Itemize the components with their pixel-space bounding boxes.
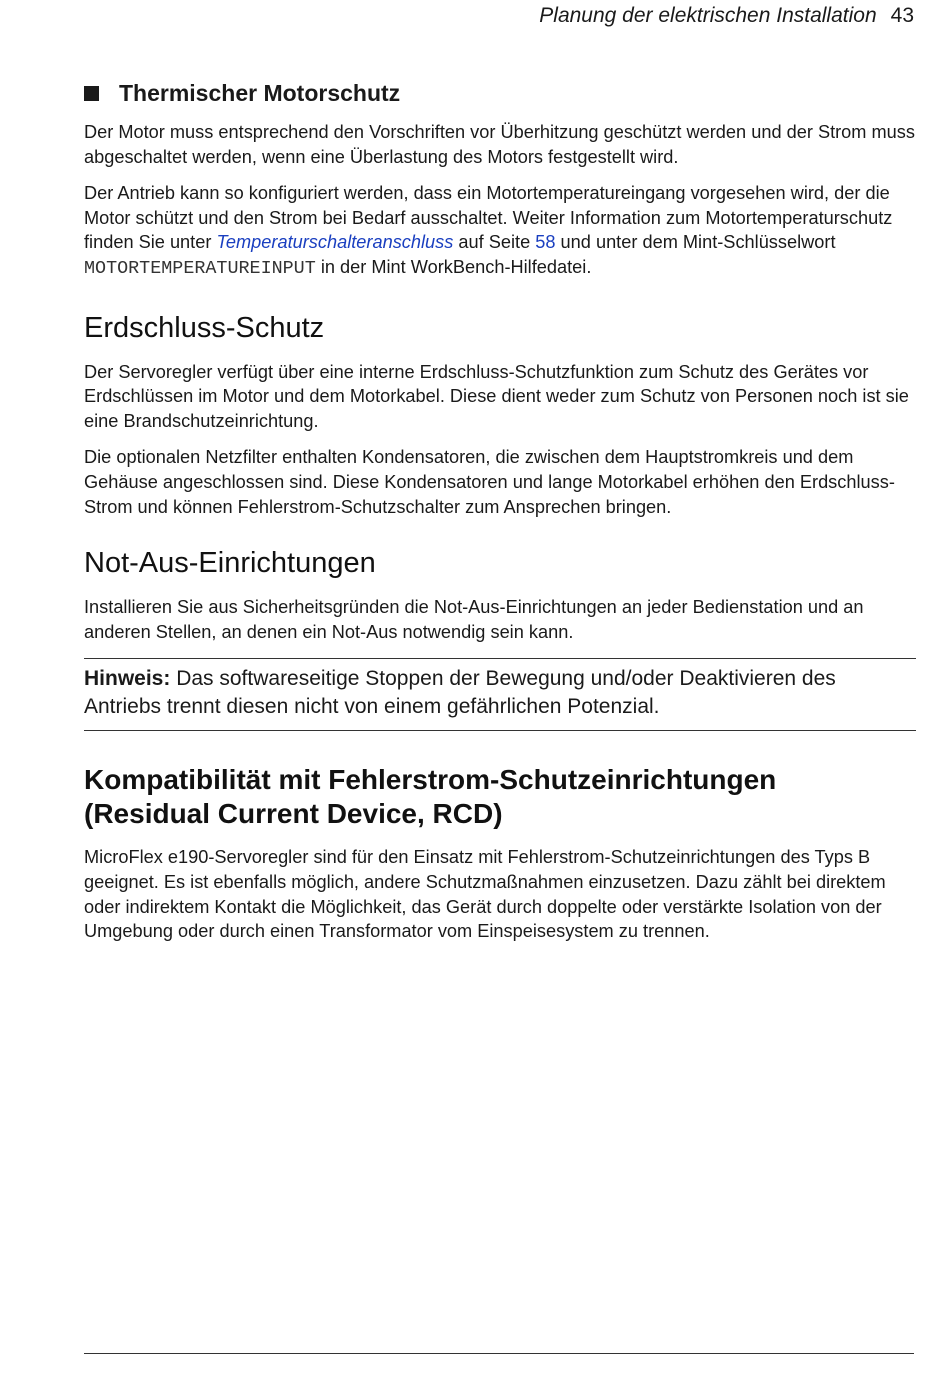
square-bullet-icon [84,86,99,101]
ground-fault-heading: Erdschluss-Schutz [84,311,325,344]
motor-protection-heading [84,78,916,108]
motor-protection-title: Thermischer Motorschutz [119,80,401,106]
note-text: Das softwareseitige Stoppen der Bewegung und/oder Deaktivieren des Antriebs trennt diesen nicht von einem gefährlichen Potenzial. [84,667,836,719]
rcd-heading-line-1: Kompatibilität mit Fehlerstrom-Schutzeinrichtungen [84,764,777,796]
note-label: Hinweis: [84,667,171,691]
page-reference-link[interactable]: 58 [535,232,556,253]
motor-protection-paragraph-2 [84,181,916,281]
motor-protection-paragraph-1: Der Motor muss entsprechend den Vorschriften vor Überhitzung geschützt werden und der Strom muss abgeschaltet werden, wenn eine Überlastung des Motors festgestellt wird. [84,122,915,167]
note-box [84,658,916,731]
page-content [84,78,916,956]
paragraph-text: und unter dem Mint-Schlüsselwort [555,232,836,253]
rcd-paragraph: MicroFlex e190-Servoregler sind für den Einsatz mit Fehlerstrom-Schutzeinrichtungen des Typs B geeignet. Es ist ebenfalls möglich, andere Schutzmaßnahmen einzusetzen. Dazu zählt bei direktem oder indirektem Kontakt die Möglichkeit, das Gerät durch doppelte oder verstärkte Isolation von der Umgebung oder durch einen Transformator vom Einspeisesystem zu trennen. [84,847,886,942]
paragraph-text: Der Antrieb kann so konfiguriert werden, dass ein Motortemperatureingang vorgesehen wird, der die Motor schützt und den Strom bei Bedarf ausschaltet. Weiter Information zum Motortemperaturschutz finden Sie unter [84,183,893,253]
page-number: 43 [890,4,914,27]
emergency-stop-paragraph: Installieren Sie aus Sicherheitsgründen die Not-Aus-Einrichtungen an jeder Bedienstation und an anderen Stellen, an denen ein Not-Aus notwendig sein kann. [84,597,864,642]
rcd-heading-line-2: (Residual Current Device, RCD) [84,798,503,830]
header-title: Planung der elektrischen Installation [539,4,877,27]
ground-fault-paragraph-2: Die optionalen Netzfilter enthalten Kondensatoren, die zwischen dem Hauptstromkreis und dem Gehäuse angeschlossen sind. Diese Kondensatoren und lange Motorkabel erhöhen den Erdschluss-Strom und können Fehlerstrom-Schutzschalter zum Ansprechen bringen. [84,447,895,517]
temperature-switch-link[interactable]: Temperaturschalteranschluss [216,232,454,253]
page-header [539,4,914,28]
paragraph-text: in der Mint WorkBench-Hilfedatei. [315,256,592,277]
rcd-heading [84,763,916,831]
footer-divider [84,1353,914,1354]
keyword-code: MOTORTEMPERATUREINPUT [84,257,316,279]
paragraph-text: auf Seite [453,232,536,253]
emergency-stop-heading: Not-Aus-Einrichtungen [84,547,376,580]
ground-fault-paragraph-1: Der Servoregler verfügt über eine interne Erdschluss-Schutzfunktion zum Schutz des Gerätes vor Erdschlüssen im Motor und dem Motorkabel. Diese dient weder zum Schutz von Personen noch ist sie eine Brandschutzeinrichtung. [84,361,909,431]
